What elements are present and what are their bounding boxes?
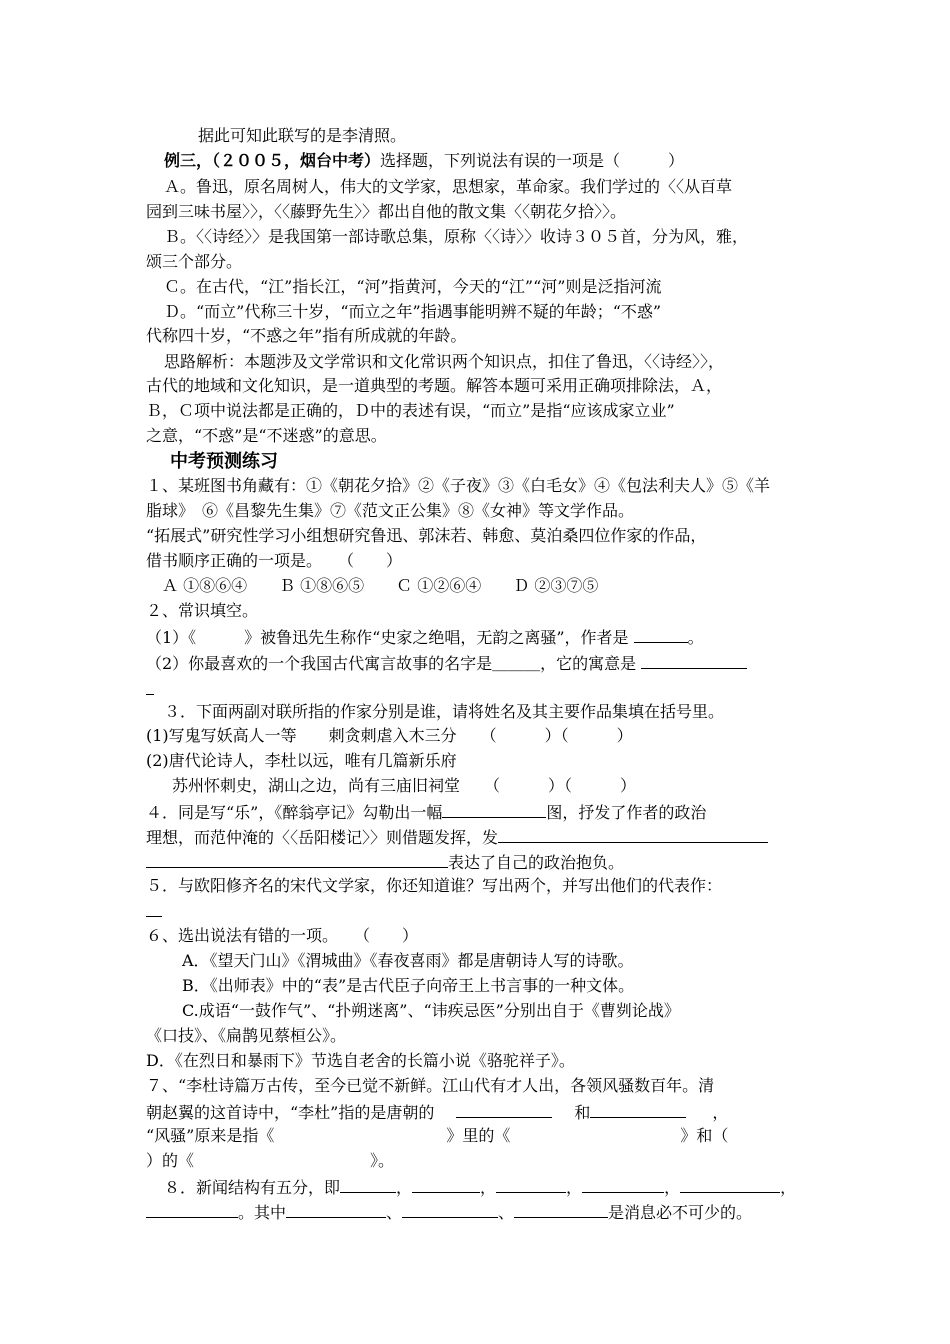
q7-text-6: 》和（ (680, 1126, 729, 1145)
example-label: 例三，（２００５，烟台中考） (164, 151, 381, 170)
q8-text-3: 是消息必不可少的。 (608, 1203, 753, 1222)
q7-line: ７、“李杜诗篇万古传，至今已觉不新鲜。江山代有才人出，各领风骚数百年。清 (146, 1076, 715, 1095)
q1-line: １、某班图书角藏有：①《朝花夕拾》②《子夜》③《白毛女》④《包法利夫人》⑤《羊 (146, 476, 771, 495)
blank-line (582, 1174, 664, 1193)
q3-couplet-1: (1)写鬼写妖高人一等 刺贪刺虐入木三分 （ ）（ ） (146, 726, 633, 745)
q2-continuation (146, 678, 154, 702)
q7-line-3 (146, 1124, 728, 1148)
q4-text-3: 理想，而范仲淹的〈〈岳阳楼记〉〉则借题发挥，发 (146, 828, 499, 847)
q4-text: ４．同是写“乐”，《醉翁亭记》勾勒出一幅 (146, 803, 443, 822)
analysis-line-4: 之意，“不惑”是“不迷惑”的意思。 (146, 426, 387, 445)
q7-line-2 (146, 1099, 728, 1125)
q7-text-5: 》里的《 (446, 1126, 511, 1145)
blank-line (634, 624, 688, 643)
analysis-line-3: Ｂ，Ｃ项中说法都是正确的，Ｄ中的表述有误，“而立”是指“应该成家立业” (146, 401, 675, 420)
q7-text: 朝赵翼的这首诗中，“李杜”指的是唐朝的 (146, 1103, 435, 1122)
section-heading: 中考预测练习 (170, 451, 278, 472)
q7-line-4 (146, 1149, 394, 1173)
q6-line: ６、选出说法有错的一项。 （ ） (146, 926, 419, 945)
q8-line-2: 。其中 、 、 是消息必不可少的。 (146, 1199, 752, 1225)
q1-line-2: 脂球》 ⑥《昌黎先生集》⑦《范文正公集》⑧《女神》等文学作品。 (146, 501, 635, 520)
q4-line (146, 799, 706, 825)
blank-line (496, 1174, 566, 1193)
q3-couplet-2: (2)唐代论诗人，李杜以远，唯有几篇新乐府 (146, 751, 457, 770)
q6-option-d: D．《在烈日和暴雨下》节选自老舍的长篇小说《骆驼祥子》。 (146, 1051, 575, 1070)
blank-line (286, 1199, 386, 1218)
blank-line (340, 1174, 396, 1193)
blank-line (146, 686, 154, 695)
blank-line (456, 1099, 552, 1118)
blank-line (412, 1174, 480, 1193)
option-a-line-2: 园到三味书屋〉〉，〈〈藤野先生〉〉都出自他的散文集〈〈朝花夕拾〉〉。 (146, 202, 627, 221)
q1-options: Ａ ①⑧⑥④ Ｂ ①⑧⑥⑤ Ｃ ①②⑥④ Ｄ ②③⑦⑤ (162, 576, 599, 595)
example-question: 选择题，下列说法有误的一项是（ ） (380, 151, 685, 170)
blank-line (680, 1174, 780, 1193)
q8-line: ８．新闻结构有五分，即 ， ， ， ， ， (164, 1174, 796, 1200)
q2-item-1 (146, 624, 704, 650)
q4-line-2 (146, 824, 768, 850)
example-three-line (164, 149, 684, 173)
q6-option-b: B．《出师表》中的“表”是古代臣子向帝王上书言事的一种文体。 (182, 976, 635, 995)
blank-line (402, 1199, 498, 1218)
analysis-line: 思路解析：本题涉及文学常识和文化常识两个知识点，扣住了鲁迅，〈〈诗经〉〉， (164, 352, 725, 371)
q2-item-2-text: （2）你最喜欢的一个我国古代寓言故事的名字是＿＿＿，它的寓意是 (146, 654, 642, 673)
q2-item-2 (146, 650, 747, 676)
q8-text-2: 。其中 (238, 1203, 287, 1222)
q7-text-8: 》。 (370, 1151, 395, 1170)
q7-text-2: 和 (574, 1103, 591, 1122)
q1-line-3: “拓展式”研究性学习小组想研究鲁迅、郭沫若、韩愈、莫泊桑四位作家的作品， (146, 526, 707, 545)
q6-option-a: A．《望天门山》《渭城曲》《春夜喜雨》都是唐朝诗人写的诗歌。 (182, 951, 634, 970)
text-line: 据此可知此联写的是李清照。 (198, 126, 407, 145)
option-d-line-2: 代称四十岁，“不惑之年”指有所成就的年龄。 (146, 326, 467, 345)
blank-line (146, 1199, 238, 1218)
option-d-line: Ｄ。“而立”代称三十岁，“而立之年”指遇事能明辨不疑的年龄；“不惑” (164, 302, 662, 321)
analysis-line-2: 古代的地域和文化知识，是一道典型的考题。解答本题可采用正确项排除法，Ａ， (146, 376, 723, 395)
blank-line (498, 824, 768, 843)
option-c-line: Ｃ。在古代，“江”指长江，“河”指黄河，今天的“江”“河”则是泛指河流 (164, 277, 662, 296)
option-a-line: Ａ。鲁迅，原名周树人，伟大的文学家，思想家，革命家。我们学过的〈〈从百草 (164, 177, 733, 196)
q4-text-4: 表达了自己的政治抱负。 (448, 853, 625, 872)
q5-line: ５．与欧阳修齐名的宋代文学家，你还知道谁？写出两个，并写出他们的代表作： (146, 876, 723, 895)
q6-option-c-2: 《口技》、《扁鹊见蔡桓公》。 (146, 1026, 347, 1045)
q2-item-1-text: （1）《 》被鲁迅先生称作“史家之绝唱，无韵之离骚”，作者是 (146, 628, 634, 647)
blank-line (641, 650, 747, 669)
option-b-line-2: 颂三个部分。 (146, 252, 243, 271)
q3-couplet-2b: 苏州怀刺史，湖山之边，尚有三庙旧祠堂 （ ）（ ） (172, 776, 637, 795)
q7-text-3: ， (712, 1103, 729, 1122)
q4-text-2: 图，抒发了作者的政治 (546, 803, 707, 822)
q7-text-4: “风骚”原来是指《 (146, 1126, 275, 1145)
q6-option-c: C.成语“一鼓作气”、“扑朔迷离”、“讳疾忌医”分别出自于《曹刿论战》 (182, 1001, 680, 1020)
q5-answer (146, 900, 162, 924)
blank-line (146, 902, 162, 917)
blank-line (146, 849, 448, 868)
blank-line (442, 799, 546, 818)
q2-line: ２、常识填空。 (146, 601, 259, 620)
q1-line-4: 借书顺序正确的一项是。 （ ） (146, 551, 403, 570)
blank-line (514, 1199, 608, 1218)
q4-line-3 (146, 849, 624, 875)
q8-text: ８．新闻结构有五分，即 (164, 1178, 341, 1197)
q7-text-7: ）的《 (146, 1151, 195, 1170)
option-b-line: Ｂ。〈〈诗经〉〉是我国第一部诗歌总集，原称〈〈诗〉〉收诗３０５首，分为风，雅， (164, 227, 749, 246)
blank-line (590, 1099, 686, 1118)
q3-line: ３．下面两副对联所指的作家分别是谁，请将姓名及其主要作品集填在括号里。 (164, 702, 725, 721)
q2-item-1-end: 。 (687, 628, 704, 647)
